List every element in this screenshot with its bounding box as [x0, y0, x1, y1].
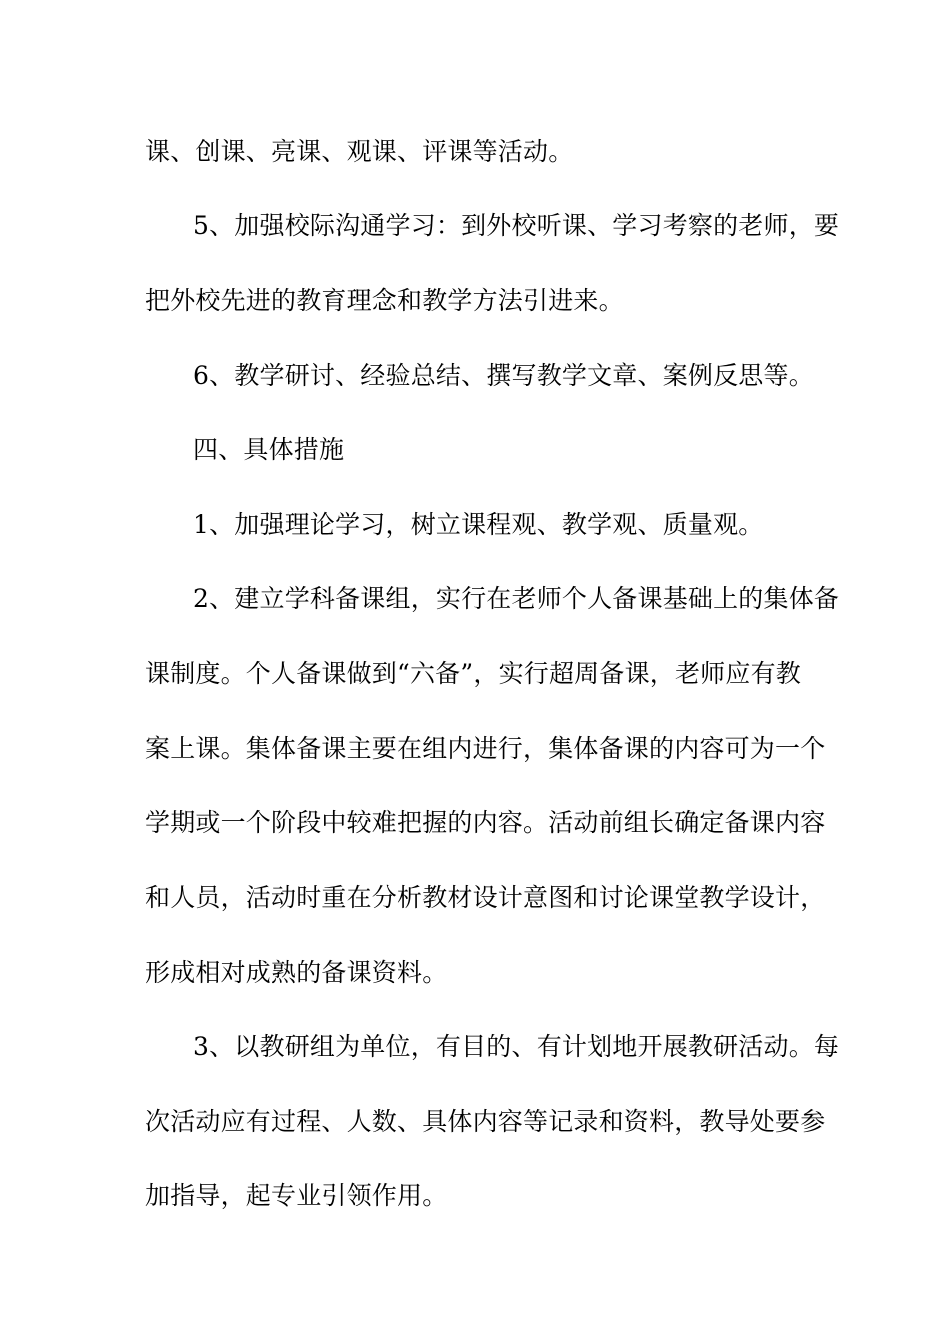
text-line: 2、建立学科备课组，实行在老师个人备课基础上的集体备 — [193, 584, 840, 613]
text-line: 和人员，活动时重在分析教材设计意图和讨论课堂教学设计， — [145, 883, 826, 912]
text-line: 课制度。个人备课做到“六备”，实行超周备课，老师应有教 — [145, 659, 801, 688]
text-line: 把外校先进的教育理念和教学方法引进来。 — [145, 286, 624, 315]
text-line: 次活动应有过程、人数、具体内容等记录和资料，教导处要参 — [145, 1107, 826, 1136]
text-line: 形成相对成熟的备课资料。 — [145, 958, 448, 987]
text-line: 1、加强理论学习，树立课程观、教学观、质量观。 — [193, 510, 764, 539]
text-line: 3、以教研组为单位，有目的、有计划地开展教研活动。每 — [193, 1032, 840, 1061]
text-line: 6、教学研讨、经验总结、撰写教学文章、案例反思等。 — [193, 361, 814, 390]
text-line: 5、加强校际沟通学习：到外校听课、学习考察的老师，要 — [193, 211, 840, 240]
text-line: 课、创课、亮课、观课、评课等活动。 — [145, 137, 574, 166]
text-line: 加指导，起专业引领作用。 — [145, 1181, 448, 1210]
text-line: 学期或一个阶段中较难把握的内容。活动前组长确定备课内容 — [145, 808, 826, 837]
section-heading: 四、具体措施 — [193, 435, 345, 464]
text-line: 案上课。集体备课主要在组内进行，集体备课的内容可为一个 — [145, 734, 826, 763]
